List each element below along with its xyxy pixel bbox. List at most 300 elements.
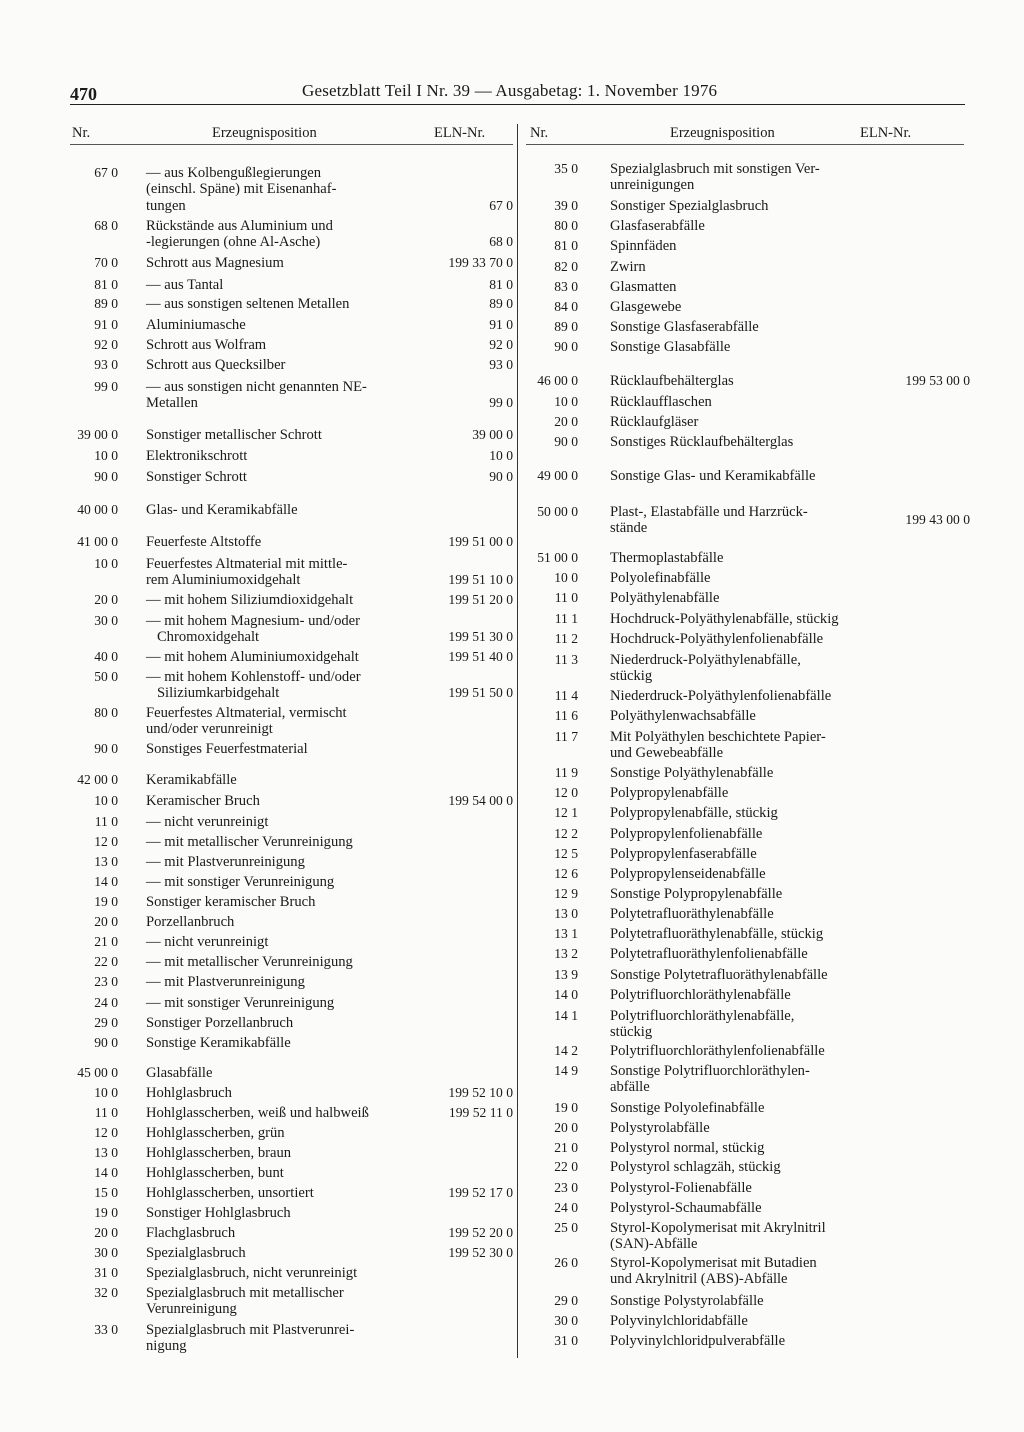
item-description [146,296,414,312]
item-description [146,556,414,589]
item-number: 10 0 [94,1085,118,1100]
eln-number: 199 53 00 0 [905,373,970,388]
item-number: 20 0 [554,414,578,429]
description-line: Polytetrafluoräthylenabfälle [610,906,774,922]
item-description [610,259,880,275]
item-number: 70 0 [94,255,118,270]
description-line: — mit metallischer Verunreinigung [146,834,353,850]
description-line: -legierungen (ohne Al-Asche) [146,234,321,251]
description-line: Rückstände aus Aluminium und [146,218,333,234]
description-line: Schrott aus Quecksilber [146,357,286,373]
item-number: 90 0 [94,469,118,484]
description-line: Hohlglasscherben, bunt [146,1165,284,1181]
item-description [146,1265,414,1281]
description-line: Rücklaufbehälterglas [610,373,734,389]
item-description [146,772,414,788]
eln-number: 199 33 70 0 [448,255,513,270]
item-number: 31 0 [554,1333,578,1348]
item-number: 31 0 [94,1265,118,1280]
item-description [610,1159,880,1175]
item-description [146,165,414,214]
item-description [146,255,414,271]
item-description [610,1313,880,1329]
item-description [610,394,880,410]
item-description [146,427,414,443]
item-description [146,218,414,251]
col-eln-label: ELN-Nr. [860,125,912,141]
description-line: Sonstige Glasabfälle [610,339,731,355]
item-description [610,1043,880,1059]
item-description [610,434,880,450]
description-line: Sonstige Polytrifluorchloräthylen- [610,1063,810,1079]
item-description [610,926,880,942]
description-line: Polystyrol-Schaumabfälle [610,1200,762,1216]
description-line: Sonstiger metallischer Schrott [146,427,322,443]
item-description [610,279,880,295]
item-number: 81 0 [554,238,578,253]
description-line: Spezialglasbruch [146,1245,246,1261]
col-eln-label: ELN-Nr. [434,125,486,141]
item-number: 12 2 [554,826,578,841]
item-description [146,592,414,608]
item-number: 20 0 [94,914,118,929]
item-number: 82 0 [554,259,578,274]
description-line: Sonstige Keramikabfälle [146,1035,291,1051]
item-number: 29 0 [554,1293,578,1308]
item-description [146,469,414,485]
item-description [146,613,414,646]
description-line: Glas- und Keramikabfälle [146,502,298,518]
description-line: Polyvinylchloridpulverabfälle [610,1333,786,1349]
description-line: Sonstige Polyolefinabfälle [610,1100,765,1116]
item-description [610,299,880,315]
item-description [610,1120,880,1136]
item-description [610,161,880,194]
description-line: Siliziumkarbidgehalt [146,685,280,702]
item-number: 22 0 [94,954,118,969]
item-description [146,834,414,850]
item-description [610,1063,880,1096]
item-description [146,1125,414,1141]
description-line: — mit metallischer Verunreinigung [146,954,353,970]
item-number: 30 0 [94,1245,118,1260]
description-line: Sonstiger Spezialglasbruch [610,198,769,214]
item-description [146,277,414,293]
eln-number: 90 0 [489,469,513,484]
item-number: 11 1 [554,611,578,626]
description-line: Polyäthylenabfälle [610,590,720,606]
item-number: 51 00 0 [537,550,578,565]
eln-number: 68 0 [489,234,513,250]
item-number: 11 0 [554,590,578,605]
item-number: 15 0 [94,1185,118,1200]
description-line: Polypropylenabfälle, stückig [610,805,778,821]
item-description [146,337,414,353]
description-line: Mit Polyäthylen beschichtete Papier- [610,729,826,745]
gazette-title: Gesetzblatt Teil I Nr. 39 — Ausgabetag: 1. November 1976 [302,81,718,100]
description-line: — mit hohem Magnesium- und/oder [146,613,361,629]
item-number: 14 0 [554,987,578,1002]
item-description [610,805,880,821]
item-description [146,1065,414,1081]
item-number: 12 6 [554,866,578,881]
description-line: Hochdruck-Polyäthylenabfälle, stückig [610,611,839,627]
description-line: stückig [610,1024,653,1041]
item-number: 11 9 [554,765,578,780]
item-description [610,906,880,922]
item-description [610,1100,880,1116]
item-number: 89 0 [554,319,578,334]
item-description [610,1220,880,1253]
description-line: Feuerfeste Altstoffe [146,534,262,550]
description-line: Polyäthylenwachsabfälle [610,708,756,724]
item-number: 33 0 [94,1322,118,1337]
item-description [610,652,880,685]
eln-number: 199 51 30 0 [448,629,513,645]
description-line: — aus sonstigen nicht genannten NE- [146,379,367,395]
description-line: Polystyrol normal, stückig [610,1140,765,1156]
eln-number: 199 52 30 0 [448,1245,513,1260]
item-number: 11 4 [554,688,578,703]
item-description [610,319,880,335]
item-description [610,785,880,801]
item-description [146,669,414,702]
description-line: Sonstiger keramischer Bruch [146,894,316,910]
eln-number: 199 51 20 0 [448,592,513,607]
eln-number: 199 43 00 0 [905,512,970,527]
description-line: Polystyrolabfälle [610,1120,710,1136]
item-description [146,995,414,1011]
description-line: Rücklaufgläser [610,414,699,430]
item-number: 90 0 [554,434,578,449]
item-number: 24 0 [554,1200,578,1215]
description-line: Spezialglasbruch mit Plastverunrei- [146,1322,355,1338]
page-number: 470 [70,84,97,104]
item-description [610,729,880,762]
item-description [146,954,414,970]
item-description [146,1322,414,1355]
item-number: 13 0 [554,906,578,921]
item-description [610,550,880,566]
description-line: Polypropylenfolienabfälle [610,826,763,842]
item-number: 30 0 [94,613,118,628]
item-description [610,1008,880,1041]
description-line: — mit sonstiger Verunreinigung [146,995,335,1011]
item-description [146,705,414,738]
eln-number: 199 52 20 0 [448,1225,513,1240]
item-description [146,317,414,333]
description-line: — mit hohem Kohlenstoff- und/oder [146,669,361,685]
description-line: unreinigungen [610,177,695,194]
description-line: — mit hohem Siliziumdioxidgehalt [146,592,354,608]
item-number: 21 0 [554,1140,578,1155]
description-line: (SAN)-Abfälle [610,1236,698,1253]
description-line: Polytrifluorchloräthylenabfälle [610,987,791,1003]
eln-number: 199 52 17 0 [448,1185,513,1200]
eln-number: 67 0 [489,197,513,213]
description-line: tungen [146,197,186,214]
item-number: 89 0 [94,296,118,311]
right-column [518,0,970,1432]
description-line: Hohlglasbruch [146,1085,232,1101]
eln-number: 99 0 [489,395,513,411]
item-description [610,631,880,647]
item-number: 12 0 [94,834,118,849]
item-number: 23 0 [94,974,118,989]
item-number: 90 0 [94,741,118,756]
item-description [146,534,414,550]
description-line: Hohlglasscherben, unsortiert [146,1185,314,1201]
description-line: — mit sonstiger Verunreinigung [146,874,335,890]
item-description [146,1165,414,1181]
eln-number: 81 0 [489,277,513,292]
description-line: Sonstiger Schrott [146,469,247,485]
item-description [146,1285,414,1318]
item-number: 25 0 [554,1220,578,1235]
item-description [146,448,414,464]
description-line: (einschl. Späne) mit Eisenanhaf- [146,181,337,198]
item-description [146,874,414,890]
item-number: 11 2 [554,631,578,646]
item-number: 30 0 [554,1313,578,1328]
item-description [146,1185,414,1201]
description-line: abfälle [610,1079,650,1096]
description-line: — nicht verunreinigt [146,934,269,950]
item-number: 68 0 [94,218,118,233]
item-number: 13 1 [554,926,578,941]
description-line: Sonstige Polytetrafluoräthylenabfälle [610,967,828,983]
col-nr-label: Nr. [72,125,91,141]
item-number: 46 00 0 [537,373,578,388]
description-line: Thermoplastabfälle [610,550,724,566]
description-line: Verunreinigung [146,1301,237,1318]
item-number: 10 0 [554,394,578,409]
item-description [610,198,880,214]
eln-number: 199 51 10 0 [448,572,513,588]
description-line: Sonstige Polyäthylenabfälle [610,765,774,781]
item-number: 45 00 0 [77,1065,118,1080]
item-description [146,1145,414,1161]
item-description [610,414,880,430]
item-number: 11 7 [554,729,578,744]
item-number: 11 0 [94,814,118,829]
description-line: Porzellanbruch [146,914,235,930]
item-number: 12 0 [554,785,578,800]
eln-number: 10 0 [489,448,513,463]
item-description [146,1015,414,1031]
item-number: 39 00 0 [77,427,118,442]
description-line: Hochdruck-Polyäthylenfolienabfälle [610,631,824,647]
eln-number: 199 51 40 0 [448,649,513,664]
description-line: — mit Plastverunreinigung [146,854,305,870]
item-description [146,914,414,930]
description-line: Polystyrol schlagzäh, stückig [610,1159,781,1175]
description-line: Hohlglasscherben, braun [146,1145,292,1161]
item-number: 14 0 [94,874,118,889]
description-line: Styrol-Kopolymerisat mit Akrylnitril [610,1220,826,1236]
item-number: 50 00 0 [537,504,578,519]
description-line: Feuerfestes Altmaterial mit mittle- [146,556,348,572]
description-line: Sonstige Glasfaserabfälle [610,319,759,335]
description-line: Schrott aus Magnesium [146,255,284,271]
description-line: Niederdruck-Polyäthylenabfälle, [610,652,801,668]
item-number: 50 0 [94,669,118,684]
item-description [610,504,880,537]
col-nr-label: Nr. [530,125,549,141]
item-number: 10 0 [94,556,118,571]
item-number: 14 1 [554,1008,578,1023]
item-description [610,886,880,902]
description-line: Feuerfestes Altmaterial, vermischt [146,705,347,721]
item-number: 19 0 [94,1205,118,1220]
item-number: 23 0 [554,1180,578,1195]
item-description [610,1333,880,1349]
description-line: — mit Plastverunreinigung [146,974,305,990]
item-description [610,826,880,842]
description-line: — aus Tantal [146,277,224,293]
description-line: Aluminiumasche [146,317,246,333]
col-position-label: Erzeugnisposition [212,125,317,141]
description-line: und Akrylnitril (ABS)-Abfälle [610,1271,788,1288]
description-line: Polytetrafluoräthylenfolienabfälle [610,946,808,962]
description-line: — nicht verunreinigt [146,814,269,830]
item-description [146,1205,414,1221]
item-description [146,894,414,910]
item-description [146,934,414,950]
item-description [610,590,880,606]
description-line: Glasmatten [610,279,677,295]
description-line: Polytrifluorchloräthylenfolienabfälle [610,1043,825,1059]
item-number: 80 0 [94,705,118,720]
item-description [146,357,414,373]
item-number: 90 0 [94,1035,118,1050]
description-line: Elektronikschrott [146,448,248,464]
item-description [610,218,880,234]
description-line: Chromoxidgehalt [146,629,260,646]
description-line: Keramischer Bruch [146,793,260,809]
item-description [610,1293,880,1309]
item-number: 29 0 [94,1015,118,1030]
description-line: Metallen [146,395,198,412]
description-line: rem Aluminiumoxidgehalt [146,572,301,589]
description-line: Keramikabfälle [146,772,237,788]
item-number: 26 0 [554,1255,578,1270]
item-number: 21 0 [94,934,118,949]
item-number: 80 0 [554,218,578,233]
description-line: Zwirn [610,259,646,275]
item-description [146,854,414,870]
description-line: Sonstiges Feuerfestmaterial [146,741,308,757]
item-description [146,1085,414,1101]
item-number: 41 00 0 [77,534,118,549]
item-description [146,793,414,809]
item-number: 40 0 [94,649,118,664]
item-number: 19 0 [94,894,118,909]
item-description [610,570,880,586]
description-line: stände [610,520,648,537]
item-number: 11 6 [554,708,578,723]
item-number: 20 0 [554,1120,578,1135]
description-line: Flachglasbruch [146,1225,236,1241]
item-number: 13 2 [554,946,578,961]
description-line: Sonstige Polypropylenabfälle [610,886,783,902]
description-line: Polytetrafluoräthylenabfälle, stückig [610,926,824,942]
description-line: stückig [610,668,653,685]
item-description [610,611,880,627]
eln-number: 39 00 0 [472,427,513,442]
item-number: 19 0 [554,1100,578,1115]
item-number: 22 0 [554,1159,578,1174]
description-line: Glasgewebe [610,299,682,315]
eln-number: 93 0 [489,357,513,372]
item-description [610,708,880,724]
description-line: Spezialglasbruch, nicht verunreinigt [146,1265,358,1281]
description-line: Spezialglasbruch mit sonstigen Ver- [610,161,820,177]
item-description [146,814,414,830]
description-line: Polypropylenfaserabfälle [610,846,757,862]
description-line: Polystyrol-Folienabfälle [610,1180,752,1196]
item-description [146,379,414,412]
item-number: 67 0 [94,165,118,180]
item-description [610,238,880,254]
description-line: Styrol-Kopolymerisat mit Butadien [610,1255,817,1271]
item-description [146,974,414,990]
item-number: 32 0 [94,1285,118,1300]
item-number: 49 00 0 [537,468,578,483]
description-line: Polypropylenabfälle [610,785,729,801]
item-number: 99 0 [94,379,118,394]
item-number: 42 00 0 [77,772,118,787]
description-line: Niederdruck-Polyäthylenfolienabfälle [610,688,832,704]
col-position-label: Erzeugnisposition [670,125,775,141]
item-description [146,1225,414,1241]
item-number: 12 9 [554,886,578,901]
item-number: 24 0 [94,995,118,1010]
item-number: 11 0 [94,1105,118,1120]
description-line: Polytrifluorchloräthylenabfälle, [610,1008,795,1024]
item-number: 12 1 [554,805,578,820]
item-number: 12 5 [554,846,578,861]
eln-number: 199 51 50 0 [448,685,513,701]
item-number: 10 0 [94,448,118,463]
item-number: 14 2 [554,1043,578,1058]
eln-number: 199 54 00 0 [448,793,513,808]
item-description [610,1180,880,1196]
description-line: Plast-, Elastabfälle und Harzrück- [610,504,808,520]
description-line: Hohlglasscherben, weiß und halbweiß [146,1105,369,1121]
description-line: Polyolefinabfälle [610,570,711,586]
eln-number: 199 51 00 0 [448,534,513,549]
item-description [146,1105,414,1121]
eln-number: 92 0 [489,337,513,352]
item-number: 83 0 [554,279,578,294]
item-description [610,866,880,882]
item-number: 90 0 [554,339,578,354]
description-line: Polypropylenseidenabfälle [610,866,766,882]
item-description [610,468,880,484]
item-description [146,1245,414,1261]
item-description [610,846,880,862]
item-description [146,649,414,665]
item-number: 14 9 [554,1063,578,1078]
description-line: Sonstiges Rücklaufbehälterglas [610,434,794,450]
eln-number: 199 52 11 0 [448,1105,513,1120]
item-description [146,741,414,757]
item-description [146,502,414,518]
item-number: 91 0 [94,317,118,332]
description-line: nigung [146,1338,187,1355]
item-description [610,688,880,704]
